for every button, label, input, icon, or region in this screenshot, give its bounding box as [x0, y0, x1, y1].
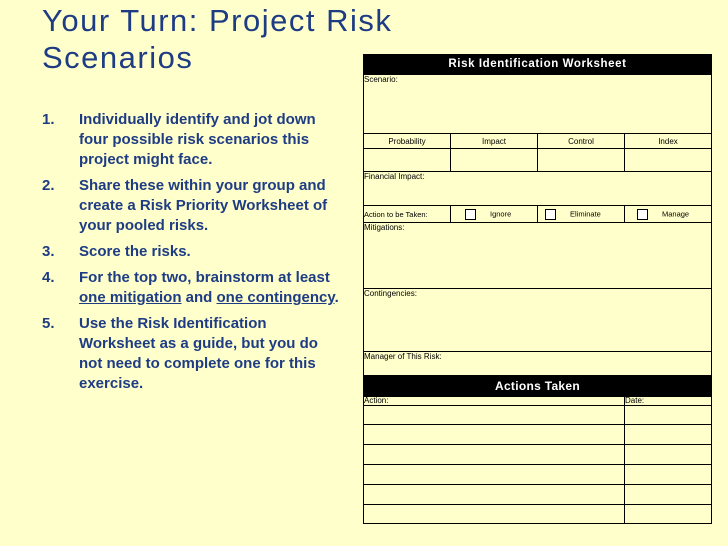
step-text-pre: For the top two, brainstorm at least	[79, 269, 330, 286]
table-row	[364, 505, 712, 524]
mitigation-term: one mitigation	[79, 289, 182, 306]
column-header-probability: Probability	[364, 134, 451, 149]
option-ignore	[451, 206, 538, 223]
scenario-field	[364, 75, 712, 134]
option-eliminate-label: Eliminate	[570, 208, 601, 218]
option-manage-label: Manage	[662, 208, 690, 218]
slide-title-line2: Scenarios	[42, 40, 194, 75]
scenario-label: Scenario:	[364, 75, 398, 84]
manage-checkbox	[637, 209, 648, 220]
action-cell	[364, 465, 625, 485]
step-number: 1.	[42, 111, 55, 128]
financial-impact-field	[364, 172, 712, 206]
date-cell	[625, 445, 712, 465]
date-column-header: Date:	[625, 397, 712, 406]
list-item	[42, 176, 342, 236]
action-label: Action to be Taken:	[364, 206, 451, 223]
contingencies-field	[364, 289, 712, 352]
slide-title	[42, 2, 392, 76]
manager-field	[364, 352, 712, 376]
ignore-checkbox	[465, 209, 476, 220]
slide-title-line1: Your Turn: Project Risk	[42, 3, 393, 38]
step-text	[79, 269, 339, 306]
instruction-list	[42, 110, 342, 400]
contingencies-label: Contingencies:	[364, 289, 417, 298]
list-item	[42, 314, 342, 394]
date-cell	[625, 485, 712, 505]
column-header-control: Control	[538, 134, 625, 149]
column-header-index: Index	[625, 134, 712, 149]
mitigations-label: Mitigations:	[364, 223, 405, 232]
financial-impact-label: Financial Impact:	[364, 172, 425, 181]
table-row	[364, 465, 712, 485]
option-ignore-label: Ignore	[490, 208, 512, 218]
step-text: Share these within your group and create a Risk Priority Worksheet of your pooled risks.	[79, 177, 328, 234]
step-text-post: .	[334, 289, 339, 306]
index-cell	[625, 149, 712, 172]
step-number: 2.	[42, 177, 55, 194]
column-header-impact: Impact	[451, 134, 538, 149]
option-eliminate	[538, 206, 625, 223]
probability-cell	[364, 149, 451, 172]
action-cell	[364, 406, 625, 425]
impact-cell	[451, 149, 538, 172]
action-cell	[364, 505, 625, 524]
date-cell	[625, 425, 712, 445]
actions-taken-title: Actions Taken	[363, 376, 712, 396]
action-cell	[364, 445, 625, 465]
list-item	[42, 110, 342, 170]
action-cell	[364, 485, 625, 505]
step-number: 5.	[42, 315, 55, 332]
table-row	[364, 445, 712, 465]
risk-identification-worksheet	[363, 54, 712, 524]
action-column-header: Action:	[364, 397, 625, 406]
step-text-mid: and	[181, 289, 217, 306]
date-cell	[625, 406, 712, 425]
action-cell	[364, 425, 625, 445]
date-cell	[625, 465, 712, 485]
step-text: Individually identify and jot down four possible risk scenarios this project might face.	[79, 111, 316, 168]
step-number: 4.	[42, 269, 55, 286]
worksheet-table	[363, 74, 712, 376]
control-cell	[538, 149, 625, 172]
step-text: Score the risks.	[79, 243, 191, 260]
table-row	[364, 485, 712, 505]
eliminate-checkbox	[545, 209, 556, 220]
actions-table	[363, 396, 712, 524]
step-number: 3.	[42, 243, 55, 260]
option-manage	[625, 206, 712, 223]
step-text: Use the Risk Identification Worksheet as a guide, but you do not need to complete one for this exercise.	[79, 315, 318, 392]
mitigations-field	[364, 223, 712, 289]
table-row	[364, 406, 712, 425]
contingency-term: one contingency	[216, 289, 335, 306]
list-item	[42, 268, 342, 308]
table-row	[364, 425, 712, 445]
list-item	[42, 242, 342, 262]
worksheet-title: Risk Identification Worksheet	[363, 54, 712, 74]
date-cell	[625, 505, 712, 524]
manager-label: Manager of This Risk:	[364, 352, 442, 361]
